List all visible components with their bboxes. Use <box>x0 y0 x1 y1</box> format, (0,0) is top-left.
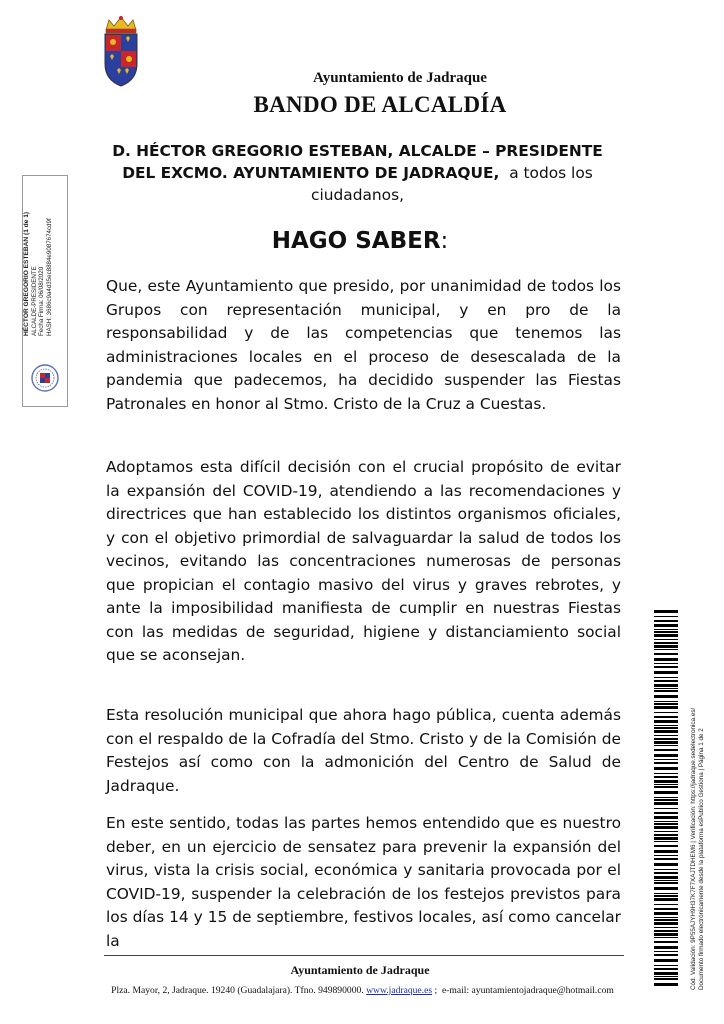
announcement-colon: : <box>440 228 449 254</box>
announcement-bold: HAGO SABER <box>271 228 441 254</box>
validation-text <box>690 660 718 990</box>
body-paragraph: Que, este Ayuntamiento que presido, por unanimidad de todos los Grupos con representación municipal, y en pro de la responsabilidad y de las competencias que tenemos las administraciones locales en el proceso de desescalada de la pandemia que padecemos, ha decidido suspender las Fiestas Patronales en honor al Stmo. Cristo de la Cruz a Cuestas. <box>106 277 621 413</box>
footer-divider <box>104 955 624 956</box>
footer-organization: Ayuntamiento de Jadraque <box>290 963 430 977</box>
body-paragraph: Esta resolución municipal que ahora hago pública, cuenta además con el respaldo de la Cofradía del Stmo. Cristo y de la Comisión de Festejos así como con la admonición del Centro de Salud de Jadraque. <box>106 706 621 795</box>
signature-hash: HASH: 3686c9a4d35ec8884e9087674cd9f <box>45 218 53 336</box>
seal-icon <box>30 363 60 393</box>
barcode-icon <box>654 610 678 990</box>
body-paragraph: Adoptamos esta difícil decisión con el crucial propósito de evitar la expansión del COVID-19, atendiendo a las recomendaciones y directrices que han establecido los distintos organismos oficiales, y con el objetivo primordial de salvaguardar la salud de todos los vecinos, evitando las concentraciones numerosas de personas que propician el contagio masivo del virus y graves rebrotes, y ante la imposibilidad manifiesta de cumplir en nuestras Fiestas con las medidas de seguridad, higiene y distanciamiento social que se aconsejan. <box>106 458 621 664</box>
mayor-intro <box>110 140 605 206</box>
validation-line-1: Cód. Validación: 9P55AJYH9H37K7F7XAJTDHEM6 | Verificación: https://jadraque.sedelectronica.es/ <box>690 707 697 990</box>
document-title: BANDO DE ALCALDÍA <box>253 92 507 117</box>
header-organization: Ayuntamiento de Jadraque <box>313 70 487 86</box>
validation-line-2: Documento firmado electrónicamente desde la plataforma esPublico Gestiona | Página 1 de 2 <box>698 728 706 990</box>
footer-contact <box>90 985 635 996</box>
signature-role: ALCALDE-PRESIDENTE <box>30 266 38 336</box>
signature-signer: HÉCTOR GREGORIO ESTEBAN (1 de 1) <box>23 211 30 336</box>
mayor-name-title: D. HÉCTOR GREGORIO ESTEBAN, ALCALDE – PRESIDENTE DEL EXCMO. AYUNTAMIENTO DE JADRAQUE, <box>112 142 603 182</box>
footer-email: e-mail: ayuntamientojadraque@hotmail.com <box>441 985 614 996</box>
body-paragraph: En este sentido, todas las partes hemos entendido que es nuestro deber, en un ejercicio de sensatez para prevenir la expansión del virus, vista la crisis social, económica y sanitaria provocada por el COVID-19, suspender la celebración de los festejos previstos para los días 14 y 15 de septiembre, festivos locales, así como cancelar la <box>106 814 621 950</box>
signature-stamp-text <box>23 204 65 336</box>
announcement-heading <box>100 228 620 254</box>
mayor-addressee: a todos los ciudadanos, <box>311 164 593 204</box>
website-link[interactable]: www.jadraque.es <box>366 985 433 996</box>
footer-separator: ; <box>434 985 438 996</box>
coat-of-arms-logo <box>100 14 142 88</box>
footer-address: Plza. Mayor, 2, Jadraque. 19240 (Guadalajara). Tfno. 949890000. <box>111 985 364 996</box>
signature-date: Fecha Firma: 06/08/2020 <box>38 266 46 336</box>
